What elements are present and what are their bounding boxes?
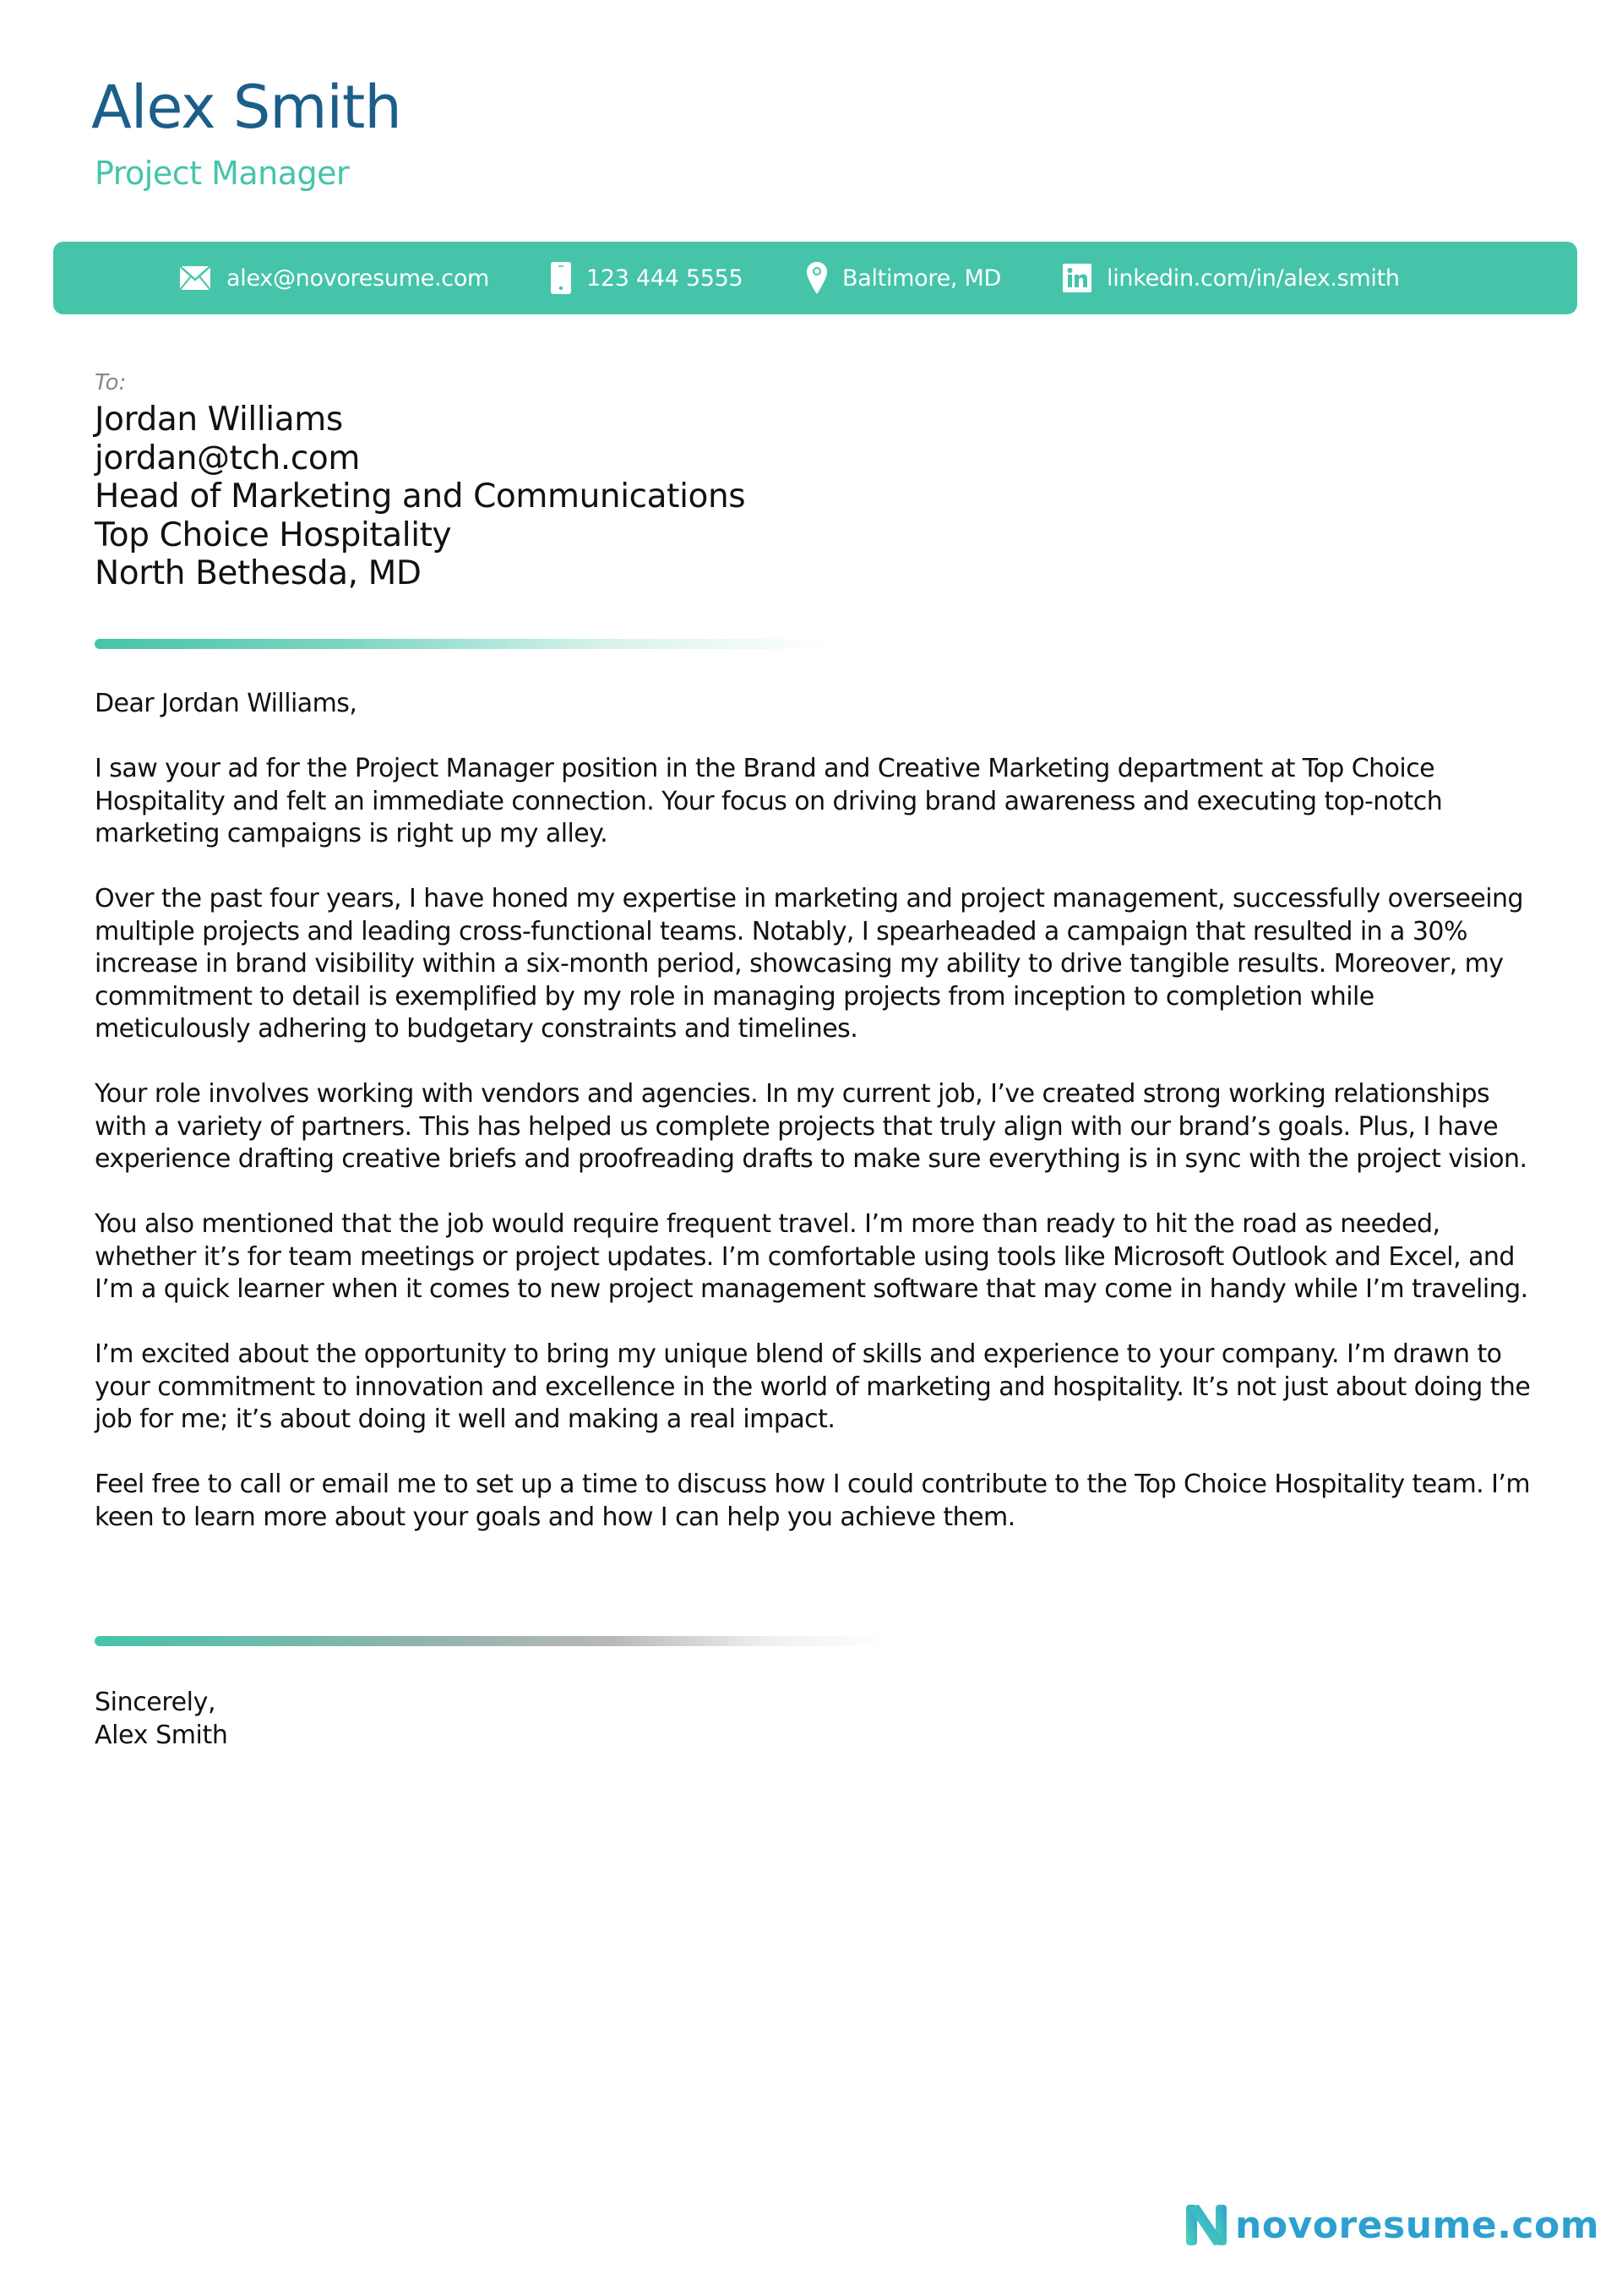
paragraph: You also mentioned that the job would require frequent travel. I’m more than ready to hit the road as needed, whether it’s for team meetings or project updates. I’m comfortable using tools like Microsoft Outlook and Excel, and I’m a quick learner when it comes to new project management software that may come in handy while I’m traveling.	[95, 1209, 1528, 1304]
signature: Alex Smith	[95, 1720, 228, 1750]
closing: Sincerely,	[95, 1688, 216, 1717]
logo-text: novoresume.com	[1235, 2203, 1600, 2247]
paragraph: Your role involves working with vendors and agencies. In my current job, I’ve created strong working relationships with a variety of partners. This has helped us complete projects that truly align with our brand’s goals. Plus, I have experience drafting creative briefs and proofreading drafts to make sure everything is in sync with the project vision.	[95, 1079, 1527, 1174]
sender-title: Project Manager	[95, 155, 350, 192]
paragraph: I saw your ad for the Project Manager position in the Brand and Creative Marketing department at Top Choice Hospitality and felt an immediate connection. Your focus on driving brand awareness and executing top-notch marketing campaigns is right up my alley.	[95, 754, 1443, 848]
to-label: To:	[95, 370, 127, 395]
contact-phone-text: 123 444 5555	[586, 265, 743, 292]
recipient-company: Top Choice Hospitality	[95, 515, 452, 554]
novoresume-n-icon	[1184, 2203, 1228, 2247]
paragraph: Over the past four years, I have honed my expertise in marketing and project management, successfully overseeing multiple projects and leading cross-functional teams. Notably, I spearheaded a campaign that resulted in a 30% increase in brand visibility within a six-month period, showcasing my ability to drive tangible results. Moreover, my commitment to detail is exemplified by my role in managing projects from inception to completion while meticulously adhering to budgetary constraints and timelines.	[95, 884, 1524, 1044]
recipient-location: North Bethesda, MD	[95, 554, 422, 592]
paragraph: I’m excited about the opportunity to bring my unique blend of skills and experience to your company. I’m drawn to your commitment to innovation and excellence in the world of marketing and hospitality. It’s not just about doing the job for me; it’s about doing it well and making a real impact.	[95, 1339, 1531, 1434]
location-pin-icon	[807, 262, 827, 294]
paragraph: Feel free to call or email me to set up a time to discuss how I could contribute to the Top Choice Hospitality team. I’m keen to learn more about your goals and how I can help you achieve them.	[95, 1470, 1531, 1532]
contact-email[interactable]	[179, 242, 489, 314]
contact-bar	[53, 242, 1577, 314]
gradient-divider-bottom	[95, 1636, 889, 1646]
contact-linkedin-text: linkedin.com/in/alex.smith	[1107, 265, 1400, 292]
sender-name: Alex Smith	[91, 73, 401, 142]
phone-icon	[551, 262, 571, 294]
recipient-block	[95, 401, 745, 593]
linkedin-icon	[1063, 264, 1091, 292]
letter-body	[95, 688, 1531, 1567]
recipient-name: Jordan Williams	[95, 401, 343, 439]
contact-location-text: Baltimore, MD	[842, 265, 1001, 292]
contact-email-text: alex@novoresume.com	[226, 265, 490, 292]
novoresume-logo[interactable]	[1184, 2203, 1599, 2247]
signoff-block	[95, 1687, 227, 1752]
gradient-divider-top	[95, 639, 830, 649]
envelope-icon	[179, 265, 211, 291]
recipient-position: Head of Marketing and Communications	[95, 477, 746, 515]
contact-linkedin[interactable]	[1063, 242, 1400, 314]
recipient-email: jordan@tch.com	[95, 439, 360, 477]
greeting: Dear Jordan Williams,	[95, 689, 357, 718]
contact-location[interactable]	[807, 242, 1001, 314]
contact-phone[interactable]	[551, 242, 743, 314]
